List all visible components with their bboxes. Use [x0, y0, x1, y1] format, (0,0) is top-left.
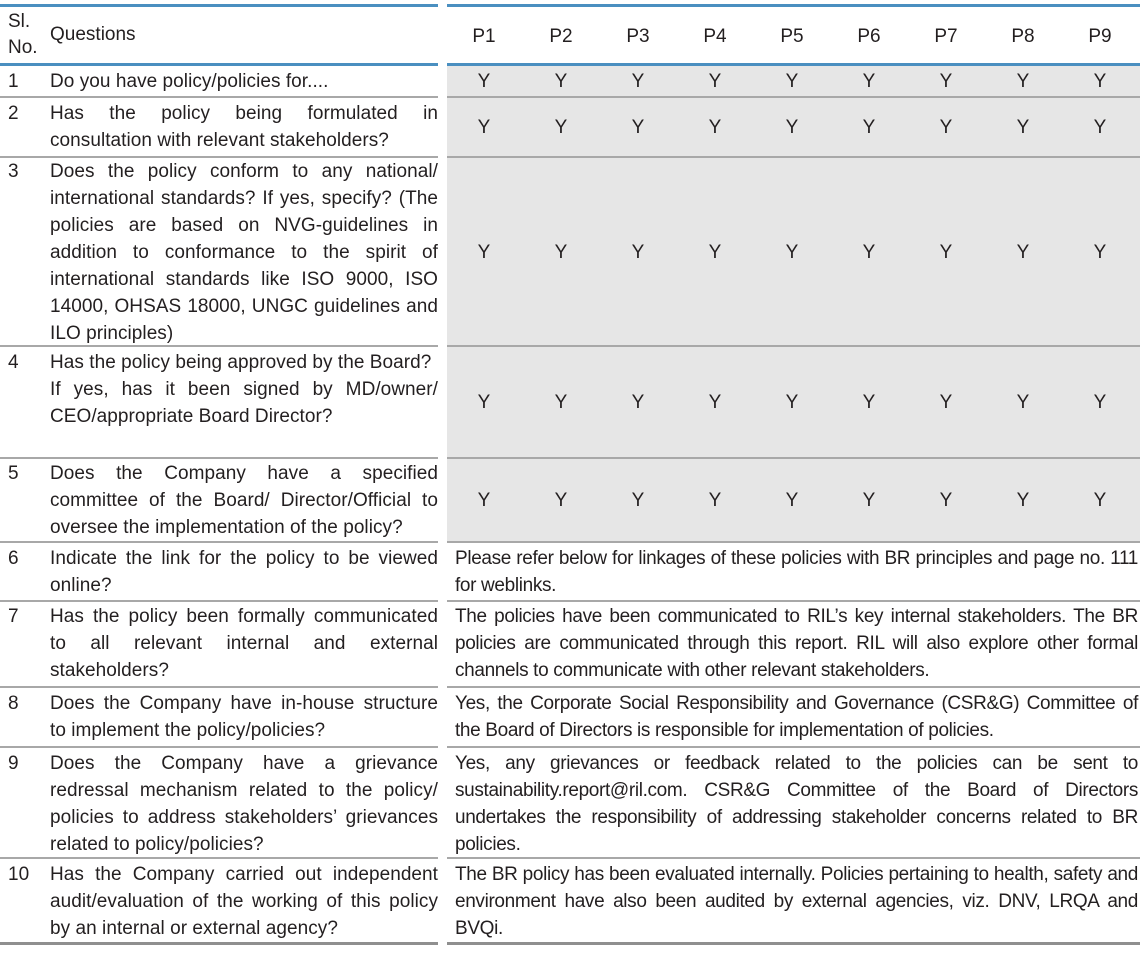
header-sl-line1: Sl. — [8, 11, 31, 32]
cell-p9: Y — [1093, 242, 1107, 263]
header-p9: P9 — [1088, 26, 1112, 47]
row-divider — [447, 857, 1140, 859]
cell-p4: Y — [708, 392, 722, 413]
cell-p2: Y — [554, 392, 568, 413]
header-p8: P8 — [1011, 26, 1035, 47]
cell-p4: Y — [708, 242, 722, 263]
cell-p6: Y — [862, 490, 876, 511]
cell-p7: Y — [939, 490, 953, 511]
header-top-rule-left — [0, 4, 438, 7]
cell-p2: Y — [554, 117, 568, 138]
row-sl-no: 10 — [8, 864, 30, 885]
cell-p8: Y — [1016, 71, 1030, 92]
row-answer: Yes, any grievances or feedback related to the policies can be sent to sustainability.report@ril.com. CSR&G Committee of the Board of Directors undertakes the responsibility of addressing stakeholder concerns related to BR policies. — [455, 753, 1138, 855]
row-answer: Yes, the Corporate Social Responsibility and Governance (CSR&G) Committee of the Board of Directors is responsible for implementation of policies. — [455, 693, 1138, 741]
cell-p4: Y — [708, 490, 722, 511]
cell-p6: Y — [862, 71, 876, 92]
cell-p6: Y — [862, 117, 876, 138]
cell-p5: Y — [785, 392, 799, 413]
row-divider — [447, 156, 1140, 158]
row-divider — [0, 345, 438, 347]
row-sl-no: 3 — [8, 161, 19, 182]
header-p1: P1 — [472, 26, 496, 47]
header-p3: P3 — [626, 26, 650, 47]
header-p4: P4 — [703, 26, 727, 47]
row-divider — [0, 746, 438, 748]
table-bottom-rule-right — [447, 942, 1140, 945]
table-bottom-rule-left — [0, 942, 438, 945]
row-question: Indicate the link for the policy to be viewed online? — [50, 548, 438, 596]
row-divider — [447, 457, 1140, 459]
row-question — [50, 349, 438, 430]
cell-p4: Y — [708, 117, 722, 138]
row-question: Do you have policy/policies for.... — [50, 71, 329, 92]
cell-p9: Y — [1093, 490, 1107, 511]
row-divider — [447, 541, 1140, 543]
cell-p1: Y — [477, 490, 491, 511]
row-sl-no: 7 — [8, 606, 19, 627]
row-divider — [0, 96, 438, 98]
row-sl-no: 6 — [8, 548, 19, 569]
row-divider — [447, 746, 1140, 748]
cell-p5: Y — [785, 117, 799, 138]
row-sl-no: 1 — [8, 71, 19, 92]
cell-p2: Y — [554, 71, 568, 92]
header-p5: P5 — [780, 26, 804, 47]
row-question: Has the Company carried out independent audit/evaluation of the working of this policy by an internal or external agency? — [50, 864, 438, 939]
cell-p6: Y — [862, 392, 876, 413]
cell-p5: Y — [785, 490, 799, 511]
row-sl-no: 2 — [8, 103, 19, 124]
cell-p2: Y — [554, 490, 568, 511]
header-top-rule-right — [447, 4, 1140, 7]
row-sl-no: 8 — [8, 693, 19, 714]
cell-p8: Y — [1016, 392, 1030, 413]
cell-p5: Y — [785, 242, 799, 263]
cell-p7: Y — [939, 71, 953, 92]
row-sl-no: 9 — [8, 753, 19, 774]
header-p6: P6 — [857, 26, 881, 47]
row-divider — [0, 541, 438, 543]
header-bottom-rule-right — [447, 63, 1140, 66]
header-p7: P7 — [934, 26, 958, 47]
cell-p1: Y — [477, 242, 491, 263]
row-question: Does the policy conform to any national/ international standards? If yes, specify? (The policies are based on NVG-guidelines in addition to conformance to the spirit of international standards like ISO 9000, ISO 14000, OHSAS 18000, UNGC guidelines and ILO principles) — [50, 161, 438, 344]
cell-p8: Y — [1016, 117, 1030, 138]
row-divider — [447, 600, 1140, 602]
row-question: Has the policy been formally communicated to all relevant internal and external stakeholders? — [50, 606, 438, 681]
row-divider — [447, 345, 1140, 347]
cell-p3: Y — [631, 490, 645, 511]
row-answer: Please refer below for linkages of these policies with BR principles and page no. 111 for weblinks. — [455, 548, 1138, 596]
cell-p1: Y — [477, 117, 491, 138]
row-question: Does the Company have a grievance redressal mechanism related to the policy/ policies to address stakeholders’ grievances related to policy/policies? — [50, 753, 438, 855]
row-question: Does the Company have in-house structure to implement the policy/policies? — [50, 693, 438, 741]
row-divider — [0, 457, 438, 459]
row-question: Has the policy being formulated in consultation with relevant stakeholders? — [50, 103, 438, 151]
header-bottom-rule-left — [0, 63, 438, 66]
cell-p9: Y — [1093, 71, 1107, 92]
cell-p7: Y — [939, 392, 953, 413]
header-sl-line2: No. — [8, 37, 38, 58]
row-divider — [0, 600, 438, 602]
cell-p3: Y — [631, 242, 645, 263]
cell-p3: Y — [631, 71, 645, 92]
cell-p7: Y — [939, 242, 953, 263]
cell-p8: Y — [1016, 490, 1030, 511]
row-question: Does the Company have a specified committee of the Board/ Director/Official to oversee the implementation of the policy? — [50, 463, 438, 538]
row-divider — [447, 96, 1140, 98]
header-p2: P2 — [549, 26, 573, 47]
cell-p4: Y — [708, 71, 722, 92]
question-part-1: Has the policy being approved by the Board? — [50, 352, 432, 373]
row-sl-no: 4 — [8, 352, 19, 373]
row-answer: The policies have been communicated to RIL’s key internal stakeholders. The BR policies are communicated through this report. RIL will also explore other formal channels to communicate with other relevant stakeholders. — [455, 606, 1138, 681]
cell-p8: Y — [1016, 242, 1030, 263]
row-divider — [0, 857, 438, 859]
cell-p1: Y — [477, 392, 491, 413]
cell-p3: Y — [631, 392, 645, 413]
row-sl-no: 5 — [8, 463, 19, 484]
cell-p9: Y — [1093, 117, 1107, 138]
header-questions: Questions — [50, 24, 136, 45]
row-divider — [447, 686, 1140, 688]
cell-p6: Y — [862, 242, 876, 263]
cell-p1: Y — [477, 71, 491, 92]
cell-p9: Y — [1093, 392, 1107, 413]
cell-p7: Y — [939, 117, 953, 138]
header-sl-no — [8, 9, 48, 61]
row-divider — [0, 686, 438, 688]
cell-p2: Y — [554, 242, 568, 263]
cell-p5: Y — [785, 71, 799, 92]
cell-p3: Y — [631, 117, 645, 138]
question-part-2: If yes, has it been signed by MD/owner/ CEO/appropriate Board Director? — [50, 379, 438, 427]
row-answer: The BR policy has been evaluated internally. Policies pertaining to health, safety and environment have also been audited by external agencies, viz. DNV, LRQA and BVQi. — [455, 864, 1138, 939]
